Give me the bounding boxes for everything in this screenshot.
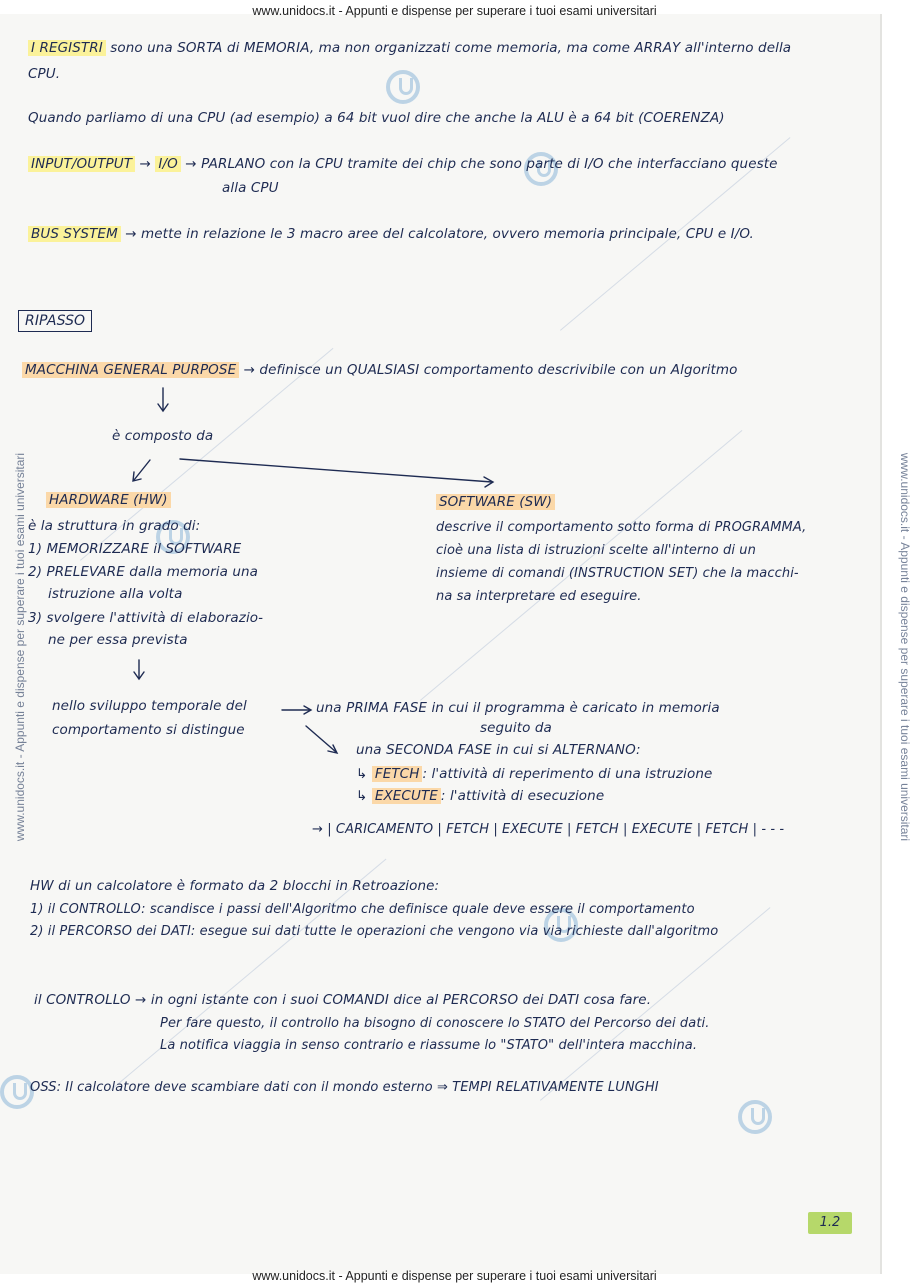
controllo-text-a: il CONTROLLO → in ogni istante con i suoi COMANDI dice al PERCORSO dei DATI cosa fare. — [34, 992, 652, 1008]
hw-blocchi: HW di un calcolatore è formato da 2 blocchi in Retroazione: — [30, 878, 440, 894]
execute-line — [356, 788, 604, 804]
ripasso-heading: RIPASSO — [18, 310, 92, 332]
sviluppo-text-2: comportamento si distingue — [52, 722, 245, 738]
hardware-title — [46, 492, 171, 508]
registri-line-1 — [28, 40, 791, 56]
software-title — [436, 494, 555, 510]
watermark-side-right: www.unidocs.it - Appunti e dispense per superare i tuoi esami universitari — [898, 452, 912, 842]
cpu-64bit-note: Quando parliamo di una CPU (ad esempio) a 64 bit vuol dire che anche la ALU è a 64 bit (COERENZA) — [28, 110, 725, 126]
seconda-fase: una SECONDA FASE in cui si ALTERNANO: — [356, 742, 641, 758]
registri-text-2: CPU. — [28, 66, 61, 82]
io-arrow: → — [139, 156, 151, 172]
fetch-definition: : l'attività di reperimento di una istruzione — [422, 766, 713, 782]
macchina-line — [22, 362, 738, 378]
bus-text: → mette in relazione le 3 macro aree del calcolatore, ovvero memoria principale, CPU e I/O. — [125, 226, 754, 242]
sub-arrow-icon: ↳ — [356, 788, 368, 804]
page-number-badge: 1.2 — [808, 1212, 852, 1234]
controllo-text-b: Per fare questo, il controllo ha bisogno di conoscere lo STATO del Percorso dei dati. — [160, 1016, 710, 1031]
percorso-dati-item: 2) il PERCORSO dei DATI: esegue sui dati tutte le operazioni che vengono via via richieste dall'algoritmo — [30, 924, 719, 939]
hardware-list-item: 1) MEMORIZZARE il SOFTWARE — [28, 541, 242, 557]
fetch-term: FETCH — [372, 766, 423, 782]
controllo-text-c: La notifica viaggia in senso contrario e riassume lo "STATO" dell'intera macchina. — [160, 1038, 698, 1053]
sviluppo-text-1: nello sviluppo temporale del — [52, 698, 247, 714]
hardware-list-item: 3) svolgere l'attività di elaborazio- — [28, 610, 264, 626]
registri-text-1: sono una SORTA di MEMORIA, ma non organizzati come memoria, ma come ARRAY all'interno della — [110, 40, 792, 56]
io-arrow: → — [185, 156, 197, 172]
software-line: cioè una lista di istruzioni scelte all'interno di un — [436, 543, 756, 558]
io-text-2: alla CPU — [222, 180, 279, 196]
software-title-text: SOFTWARE (SW) — [436, 494, 555, 510]
watermark-banner-bottom[interactable]: www.unidocs.it - Appunti e dispense per superare i tuoi esami universitari — [252, 1269, 657, 1283]
oss-note: OSS: Il calcolatore deve scambiare dati con il mondo esterno ⇒ TEMPI RELATIVAMENTE LUNGHI — [30, 1080, 659, 1095]
unidocs-logo-icon — [738, 1100, 772, 1134]
software-line: insieme di comandi (INSTRUCTION SET) che la macchi- — [436, 566, 799, 581]
io-term: INPUT/OUTPUT — [28, 156, 135, 172]
io-abbr: I/O — [155, 156, 180, 172]
bus-term: BUS SYSTEM — [28, 226, 121, 242]
sub-arrow-icon: ↳ — [356, 766, 368, 782]
watermark-side-left: www.unidocs.it - Appunti e dispense per superare i tuoi esami universitari — [13, 452, 27, 842]
watermark-banner-top[interactable]: www.unidocs.it - Appunti e dispense per superare i tuoi esami universitari — [252, 4, 657, 18]
macchina-definition: → definisce un QUALSIASI comportamento descrivibile con un Algoritmo — [243, 362, 738, 378]
unidocs-logo-icon — [0, 1075, 34, 1109]
software-line: descrive il comportamento sotto forma di PROGRAMMA, — [436, 520, 807, 535]
hardware-title-text: HARDWARE (HW) — [46, 492, 171, 508]
execute-term: EXECUTE — [372, 788, 441, 804]
seguito-da: seguito da — [480, 720, 552, 736]
software-line: na sa interpretare ed eseguire. — [436, 589, 642, 604]
hardware-list-item: istruzione alla volta — [48, 586, 183, 602]
controllo-item: 1) il CONTROLLO: scandisce i passi dell'Algoritmo che definisce quale deve essere il comportamento — [30, 902, 695, 917]
macchina-term: MACCHINA GENERAL PURPOSE — [22, 362, 239, 378]
registri-term: I REGISTRI — [28, 40, 106, 56]
phase-sequence: → | CARICAMENTO | FETCH | EXECUTE | FETCH | EXECUTE | FETCH | - - - — [312, 822, 785, 837]
io-line-1 — [28, 156, 778, 172]
io-text-1: PARLANO con la CPU tramite dei chip che sono parte di I/O che interfacciano queste — [201, 156, 778, 172]
prima-fase: una PRIMA FASE in cui il programma è caricato in memoria — [316, 700, 720, 716]
bus-line — [28, 226, 754, 242]
fetch-line — [356, 766, 712, 782]
hardware-list-item: 2) PRELEVARE dalla memoria una — [28, 564, 259, 580]
composto-da: è composto da — [112, 428, 214, 444]
execute-definition: : l'attività di esecuzione — [440, 788, 605, 804]
hardware-list-item: ne per essa prevista — [48, 632, 188, 648]
unidocs-logo-icon — [386, 70, 420, 104]
hardware-intro: è la struttura in grado di: — [28, 518, 201, 534]
